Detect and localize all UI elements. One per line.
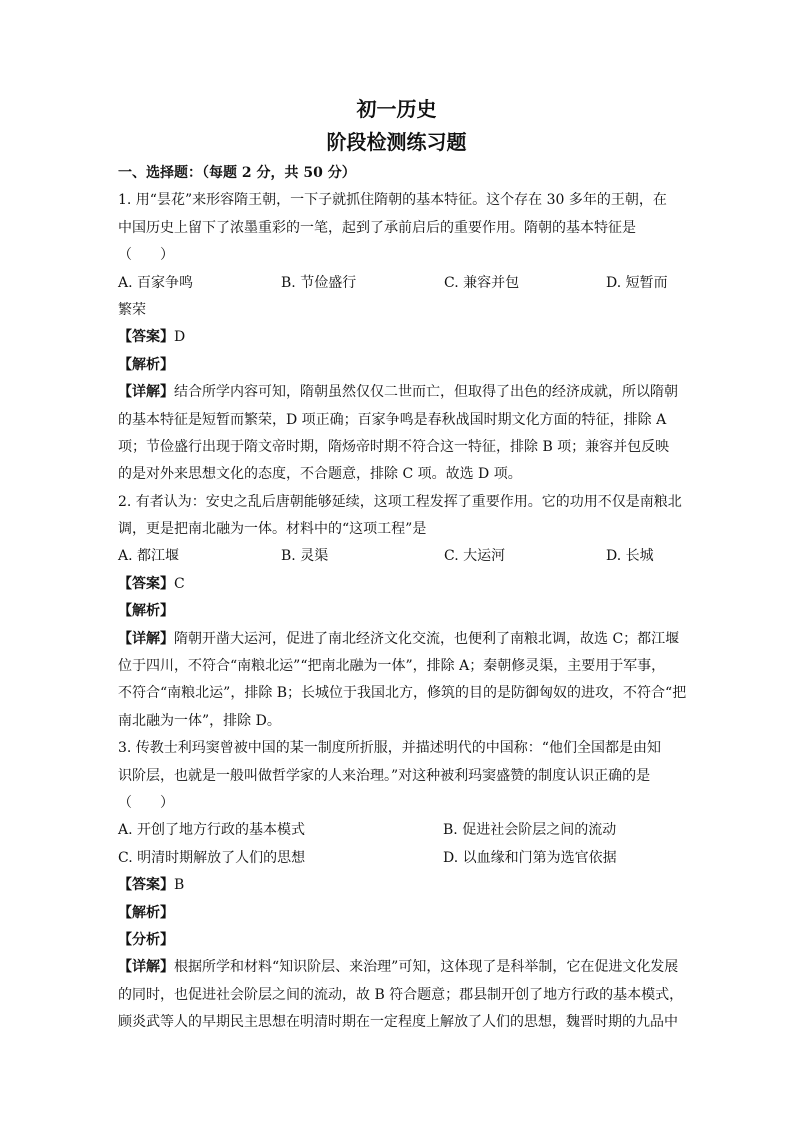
q3-answer xyxy=(118,872,678,899)
q3-paren xyxy=(118,790,678,817)
q1-option-b: B. 节俭盛行 xyxy=(281,274,357,291)
q2-detail-line: 南北融为一体”，排除 D。 xyxy=(118,712,281,729)
answer-blank: （ ） xyxy=(118,794,174,811)
detail-label: 【详解】 xyxy=(118,959,174,976)
q1-stem-line: 中国历史上留下了浓墨重彩的一笔，起到了承前启后的重要作用。隋朝的基本特征是 xyxy=(118,219,636,236)
question-2 xyxy=(118,489,687,736)
q2-detail-text: 隋朝开凿大运河，促进了南北经济文化交流，也便利了南粮北调，故选 C；都江堰 xyxy=(174,630,680,647)
q1-detail-text: 结合所学内容可知，隋朝虽然仅仅二世而亡，但取得了出色的经济成就，所以隋朝 xyxy=(174,384,678,401)
q3-answer-value: B xyxy=(174,877,185,894)
q1-detail-line xyxy=(118,379,678,406)
q1-paren xyxy=(118,242,678,269)
q3-stem-line: 3. 传教士利玛窦曾被中国的某一制度所折服，并描述明代的中国称：“他们全国都是由知 xyxy=(118,740,661,757)
q1-option-d-continued: 繁荣 xyxy=(118,301,146,318)
q3-fenxi-label: 【分析】 xyxy=(118,931,174,948)
q2-option-c: C. 大运河 xyxy=(444,548,506,565)
q1-detail-line: 的基本特征是短暂而繁荣，D 项正确；百家争鸣是春秋战国时期文化方面的特征，排除 A xyxy=(118,411,667,428)
q3-detail-text: 根据所学和材料“知识阶层、来治理”可知，这体现了是科举制，它在促进文化发展 xyxy=(174,959,679,976)
q3-analysis-label: 【解析】 xyxy=(118,904,174,921)
q3-options-row-1 xyxy=(118,817,678,844)
q3-option-c: C. 明清时期解放了人们的思想 xyxy=(118,849,306,866)
q3-detail-line: 的同时，也促进社会阶层之间的流动，故 B 符合题意；郡县制开创了地方行政的基本模式， xyxy=(118,986,684,1003)
answer-label: 【答案】 xyxy=(118,329,174,346)
q3-option-b: B. 促进社会阶层之间的流动 xyxy=(443,822,617,839)
section-heading: 一、选择题：（每题 2 分，共 50 分） xyxy=(118,165,356,181)
q2-analysis-label: 【解析】 xyxy=(118,603,174,620)
detail-label: 【详解】 xyxy=(118,384,174,401)
question-3 xyxy=(118,735,684,1036)
answer-blank: （ ） xyxy=(118,247,174,264)
q2-stem-line: 调，更是把南北融为一体。材料中的“这项工程”是 xyxy=(118,521,427,538)
q2-option-b: B. 灵渠 xyxy=(281,548,329,565)
document-body xyxy=(118,160,687,1037)
q1-option-a: A. 百家争鸣 xyxy=(118,274,194,291)
page-subtitle: 阶段检测练习题 xyxy=(326,130,467,154)
q1-options xyxy=(118,270,678,297)
answer-label: 【答案】 xyxy=(118,575,174,592)
q1-answer xyxy=(118,324,678,351)
q3-detail-line: 顾炎武等人的早期民主思想在明清时期在一定程度上解放了人们的思想，魏晋时期的九品中 xyxy=(118,1014,678,1031)
q3-options-row-2 xyxy=(118,845,678,872)
q2-option-d: D. 长城 xyxy=(606,548,654,565)
q2-detail-line: 不符合“南粮北运”，排除 B；长城位于我国北方，修筑的目的是防御匈奴的进攻，不符合“把 xyxy=(118,685,687,702)
q1-stem-line: 1. 用“昙花”来形容隋王朝，一下子就抓住隋朝的基本特征。这个存在 30 多年的王朝，在 xyxy=(118,192,667,209)
q1-detail-line: 的是对外来思想文化的态度，不合题意，排除 C 项。故选 D 项。 xyxy=(118,466,522,483)
q3-option-d: D. 以血缘和门第为选官依据 xyxy=(443,849,617,866)
q3-stem-line: 识阶层，也就是一般叫做哲学家的人来治理。”对这种被利玛窦盛赞的制度认识正确的是 xyxy=(118,767,651,784)
q2-answer xyxy=(118,571,678,598)
page-title: 初一历史 xyxy=(356,97,437,121)
q1-option-d: D. 短暂而 xyxy=(606,274,668,291)
question-1 xyxy=(118,187,678,488)
q2-options xyxy=(118,543,678,570)
q2-stem-line: 2. 有者认为：安史之乱后唐朝能够延续，这项工程发挥了重要作用。它的功用不仅是南粮北 xyxy=(118,493,682,510)
q1-answer-value: D xyxy=(174,329,186,346)
detail-label: 【详解】 xyxy=(118,630,174,647)
answer-label: 【答案】 xyxy=(118,877,174,894)
q3-detail-line xyxy=(118,954,678,981)
q1-option-c: C. 兼容并包 xyxy=(444,274,520,291)
q1-analysis-label: 【解析】 xyxy=(118,356,174,373)
q2-detail-line: 位于四川，不符合“南粮北运”“把南北融为一体”，排除 A；秦朝修灵渠，主要用于军事， xyxy=(118,658,666,675)
q2-detail-line xyxy=(118,626,678,653)
q3-option-a: A. 开创了地方行政的基本模式 xyxy=(118,822,306,839)
q2-answer-value: C xyxy=(174,575,185,592)
q1-detail-line: 项；节俭盛行出现于隋文帝时期，隋炀帝时期不符合这一特征，排除 B 项；兼容并包反映 xyxy=(118,438,670,455)
q2-option-a: A. 都江堰 xyxy=(118,548,180,565)
